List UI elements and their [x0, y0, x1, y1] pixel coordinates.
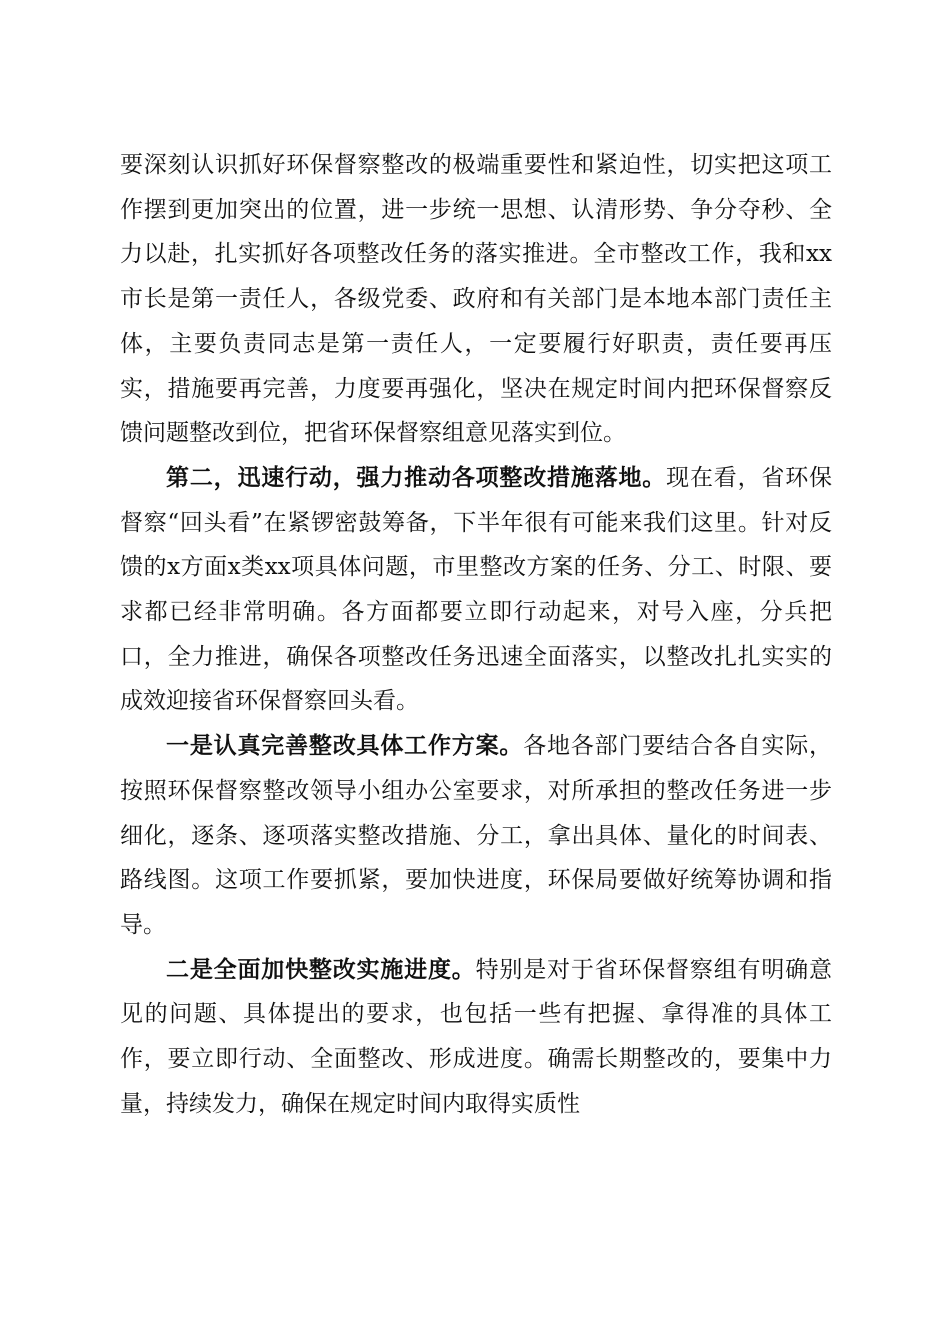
- paragraph-3: [120, 724, 832, 948]
- paragraph-4-text: 特别是对于省环保督察组有明确意见的问题、具体提出的要求，也包括一些有把握、拿得准的具体工作，要立即行动、全面整改、形成进度。确需长期整改的，要集中力量，持续发力，确保在规定时间内取得实质性: [120, 956, 833, 1117]
- paragraph-1-text: 要深刻认识抓好环保督察整改的极端重要性和紧迫性，切实把这项工作摆到更加突出的位置，进一步统一思想、认清形势、争分夺秒、全力以赴，扎实抓好各项整改任务的落实推进。全市整改工作，我和xx市长是第一责任人，各级党委、政府和有关部门是本地本部门责任主体，主要负责同志是第一责任人，一定要履行好职责，责任要再压实，措施要再完善，力度要再强化，坚决在规定时间内把环保督察反馈问题整改到位，把省环保督察组意见落实到位。: [120, 152, 832, 447]
- document-body: [120, 143, 832, 1126]
- paragraph-2-lead: 第二，迅速行动，强力推动各项整改措施落地。: [166, 463, 667, 491]
- paragraph-2-text: 现在看，省环保督察“回头看”在紧锣密鼓筹备，下半年很有可能来我们这里。针对反馈的x方面x类xx项具体问题，市里整改方案的任务、分工、时限、要求都已经非常明确。各方面都要立即行动起来，对号入座，分兵把口，全力推进，确保各项整改任务迅速全面落实，以整改扎扎实实的成效迎接省环保督察回头看。: [120, 464, 833, 715]
- paragraph-3-text: 各地各部门要结合各自实际，按照环保督察整改领导小组办公室要求，对所承担的整改任务进一步细化，逐条、逐项落实整改措施、分工，拿出具体、量化的时间表、路线图。这项工作要抓紧，要加快进度，环保局要做好统筹协调和指导。: [120, 733, 833, 938]
- paragraph-4-lead: 二是全面加快整改实施进度。: [166, 955, 476, 983]
- paragraph-1: [120, 143, 832, 456]
- paragraph-3-lead: 一是认真完善整改具体工作方案。: [166, 732, 524, 760]
- paragraph-2: [120, 456, 832, 724]
- paragraph-4: [120, 948, 832, 1127]
